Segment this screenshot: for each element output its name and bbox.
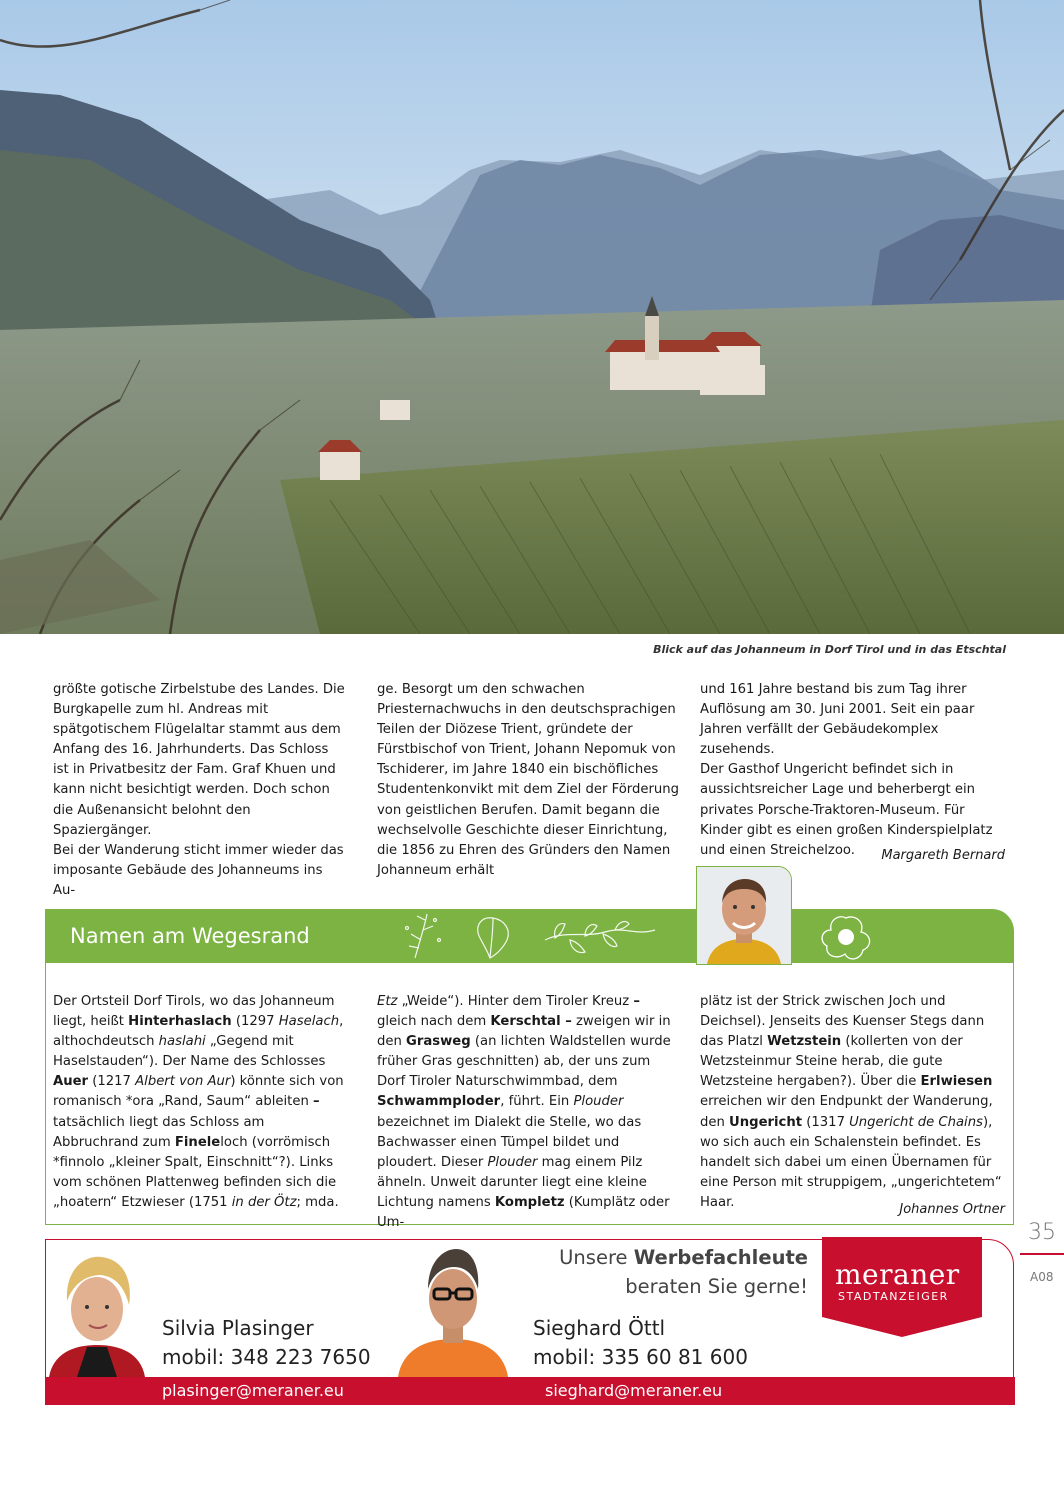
box-text: zweigen wir in den (377, 1014, 671, 1050)
historic-name: Etz (377, 994, 398, 1009)
place-name: Erlwiesen (920, 1074, 993, 1090)
portrait-photo-icon (697, 867, 791, 964)
box-text: Der Ortsteil Dorf Tirols, wo das Johanneum liegt, heißt (53, 994, 335, 1030)
box-text: (1217 (88, 1074, 136, 1090)
article-paragraph: größte gotische Zirbelstube des Landes. Die Burgkapelle zum hl. Andreas mit spätgotischem Flügelaltar stammt aus dem Anfang des 16. Jahrhunderts. Das Schloss ist in Privatbesitz der Fam. Graf Khuen und kann nicht besichtigt werden. Doch schon die Außenansicht belohnt den Spaziergänger. (53, 682, 345, 838)
flower-icon (815, 912, 877, 962)
slogan-highlight: Werbefachleute (633, 1246, 808, 1269)
box-text: (1317 (802, 1114, 850, 1130)
slogan-text: Unsere (559, 1246, 634, 1269)
person2-email[interactable]: sieghard@meraner.eu (545, 1381, 723, 1400)
historic-name: Haselach (278, 1014, 340, 1030)
landscape-photo (0, 0, 1064, 634)
box-text: erreichen wir den Endpunkt der Wanderung, den (700, 1094, 993, 1130)
article-paragraph: Der Gasthof Ungericht befindet sich in aussichtsreicher Lage und beherbergt ein privates Porsche-Traktoren-Museum. Für Kinder gibt es einen großen Kinderspielplatz und einen Streichelzoo. (700, 762, 993, 858)
page-number-divider (1020, 1253, 1064, 1255)
page-code: A08 (1030, 1270, 1054, 1284)
article-paragraph: Bei der Wanderung sticht immer wieder das imposante Gebäude des Johanneums ins Au- (53, 842, 344, 898)
author-portrait (696, 866, 792, 965)
person2-name: Sieghard Öttl (533, 1316, 666, 1340)
historic-name: Albert von Aur (135, 1074, 231, 1090)
person1-portrait-icon (47, 1247, 147, 1377)
box-text: (1297 (231, 1014, 279, 1030)
historic-name: Ungericht de Chains (849, 1114, 983, 1130)
person1-phone: mobil: 348 223 7650 (162, 1345, 371, 1369)
box-text: ; mda. (296, 1194, 339, 1210)
box-text: , althochdeutsch (53, 1014, 344, 1050)
place-name: Wetzstein (767, 1034, 842, 1050)
box-column-2 (377, 992, 682, 1233)
box-text: ), wo sich auch ein Schalenstein befindet. Es handelt sich dabei um einen Übernamen für eine Person mit struppigem, „ungerichtetem“ Haar. (700, 1114, 1002, 1210)
box-text: tatsächlich liegt das Schloss am Abbruchrand zum (53, 1114, 265, 1150)
box-text: (Kumplätz oder Um- (377, 1194, 670, 1231)
historic-name: Plouder (573, 1094, 624, 1110)
johanneum-photo-illustration (0, 0, 1064, 634)
box-text: gleich nach dem (377, 1014, 491, 1030)
box-text: plätz ist der Strick zwischen Joch und Deichsel). Jenseits des Kuenser Stegs dann das Platzl (700, 994, 985, 1050)
box-title: Namen am Wegesrand (70, 924, 310, 948)
box-text: bezeichnet im Dialekt die Stelle, wo das Bachwasser einen Tümpel bildet und ploudert. Dieser (377, 1114, 642, 1170)
box-author: Johannes Ortner (899, 1202, 1005, 1217)
place-name: Schwammploder (377, 1094, 501, 1110)
box-text: (an lichten Waldstellen wurde früher Gras geschnitten) ab, der uns zum Dorf Tiroler Naturschwimmbad, dem (377, 1034, 671, 1090)
historic-name: in der Ötz (231, 1194, 297, 1210)
person2-portrait-icon (398, 1243, 508, 1377)
place-name: Kerschtal – (490, 1014, 572, 1030)
page-number: 35 (1028, 1220, 1056, 1245)
article-column-1 (53, 680, 346, 901)
box-text: , führt. Ein (500, 1094, 574, 1110)
box-text: „Gegend mit Haselstauden“). Der Name des Schlosses (53, 1034, 326, 1070)
box-text: mag einem Pilz ähneln. Unweit darunter liegt eine kleine Lichtung namens (377, 1154, 647, 1210)
historic-name: haslahi (158, 1034, 206, 1050)
box-text: loch (vorrömisch *finnolo „kleiner Spalt, Einschnitt“?). Links vom schönen Plattenweg befinden sich die „hoatern“ Etzwieser (1751 (53, 1134, 337, 1210)
box-dash: – (313, 1094, 320, 1110)
article-paragraph: und 161 Jahre bestand bis zum Tag ihrer Auflösung am 30. Juni 2001. Seit ein paar Jahren verfällt der Gebäudekomplex zusehends. (700, 682, 975, 758)
article-column-3 (700, 680, 1005, 861)
box-column-1 (53, 992, 350, 1213)
box-column-3 (700, 992, 1005, 1213)
place-name: Ungericht (729, 1114, 803, 1130)
logo-wordmark: meraner (835, 1258, 960, 1291)
floral-decoration-icon (395, 910, 695, 962)
article-column-2 (377, 680, 682, 881)
box-text: ) könnte sich von romanisch *ora „Rand, Saum“ ableiten (53, 1074, 344, 1110)
place-name: Auer (53, 1074, 89, 1090)
place-name: Grasweg (406, 1034, 471, 1050)
box-text: (kollerten von der Wetzsteinmur Steine herab, die gute Wetzsteine hergaben?). Über die (700, 1034, 963, 1090)
person1-email[interactable]: plasinger@meraner.eu (162, 1381, 344, 1400)
place-name: Hinterhaslach (128, 1014, 232, 1030)
place-name: Kompletz (494, 1194, 565, 1210)
person1-name: Silvia Plasinger (162, 1316, 314, 1340)
place-name: Finele (174, 1134, 221, 1150)
historic-name: Plouder (487, 1154, 538, 1170)
slogan-line2: beraten Sie gerne! (625, 1275, 808, 1298)
box-text: „Weide“). Hinter dem Tiroler Kreuz (397, 994, 634, 1009)
person2-phone: mobil: 335 60 81 600 (533, 1345, 748, 1369)
ad-slogan (559, 1243, 808, 1301)
article-author: Margareth Bernard (881, 848, 1005, 863)
box-dash: – (633, 994, 640, 1009)
article-paragraph: ge. Besorgt um den schwachen Priesternachwuchs in den deutschsprachigen Teilen der Diözese Trient, gründete der Fürstbischof von Trient, Johann Nepomuk von Tschiderer, im Jahre 1840 ein bischöfliches Studentenkonvikt mit dem Ziel der Förderung von geistlichen Berufen. Damit begann die wechselvolle Geschichte dieser Einrichtung, die 1856 zu Ehren des Gründers den Namen Johanneum erhält (377, 682, 679, 878)
logo-subtitle: STADTANZEIGER (838, 1290, 949, 1303)
photo-caption: Blick auf das Johanneum in Dorf Tirol und in das Etschtal (653, 643, 1006, 656)
